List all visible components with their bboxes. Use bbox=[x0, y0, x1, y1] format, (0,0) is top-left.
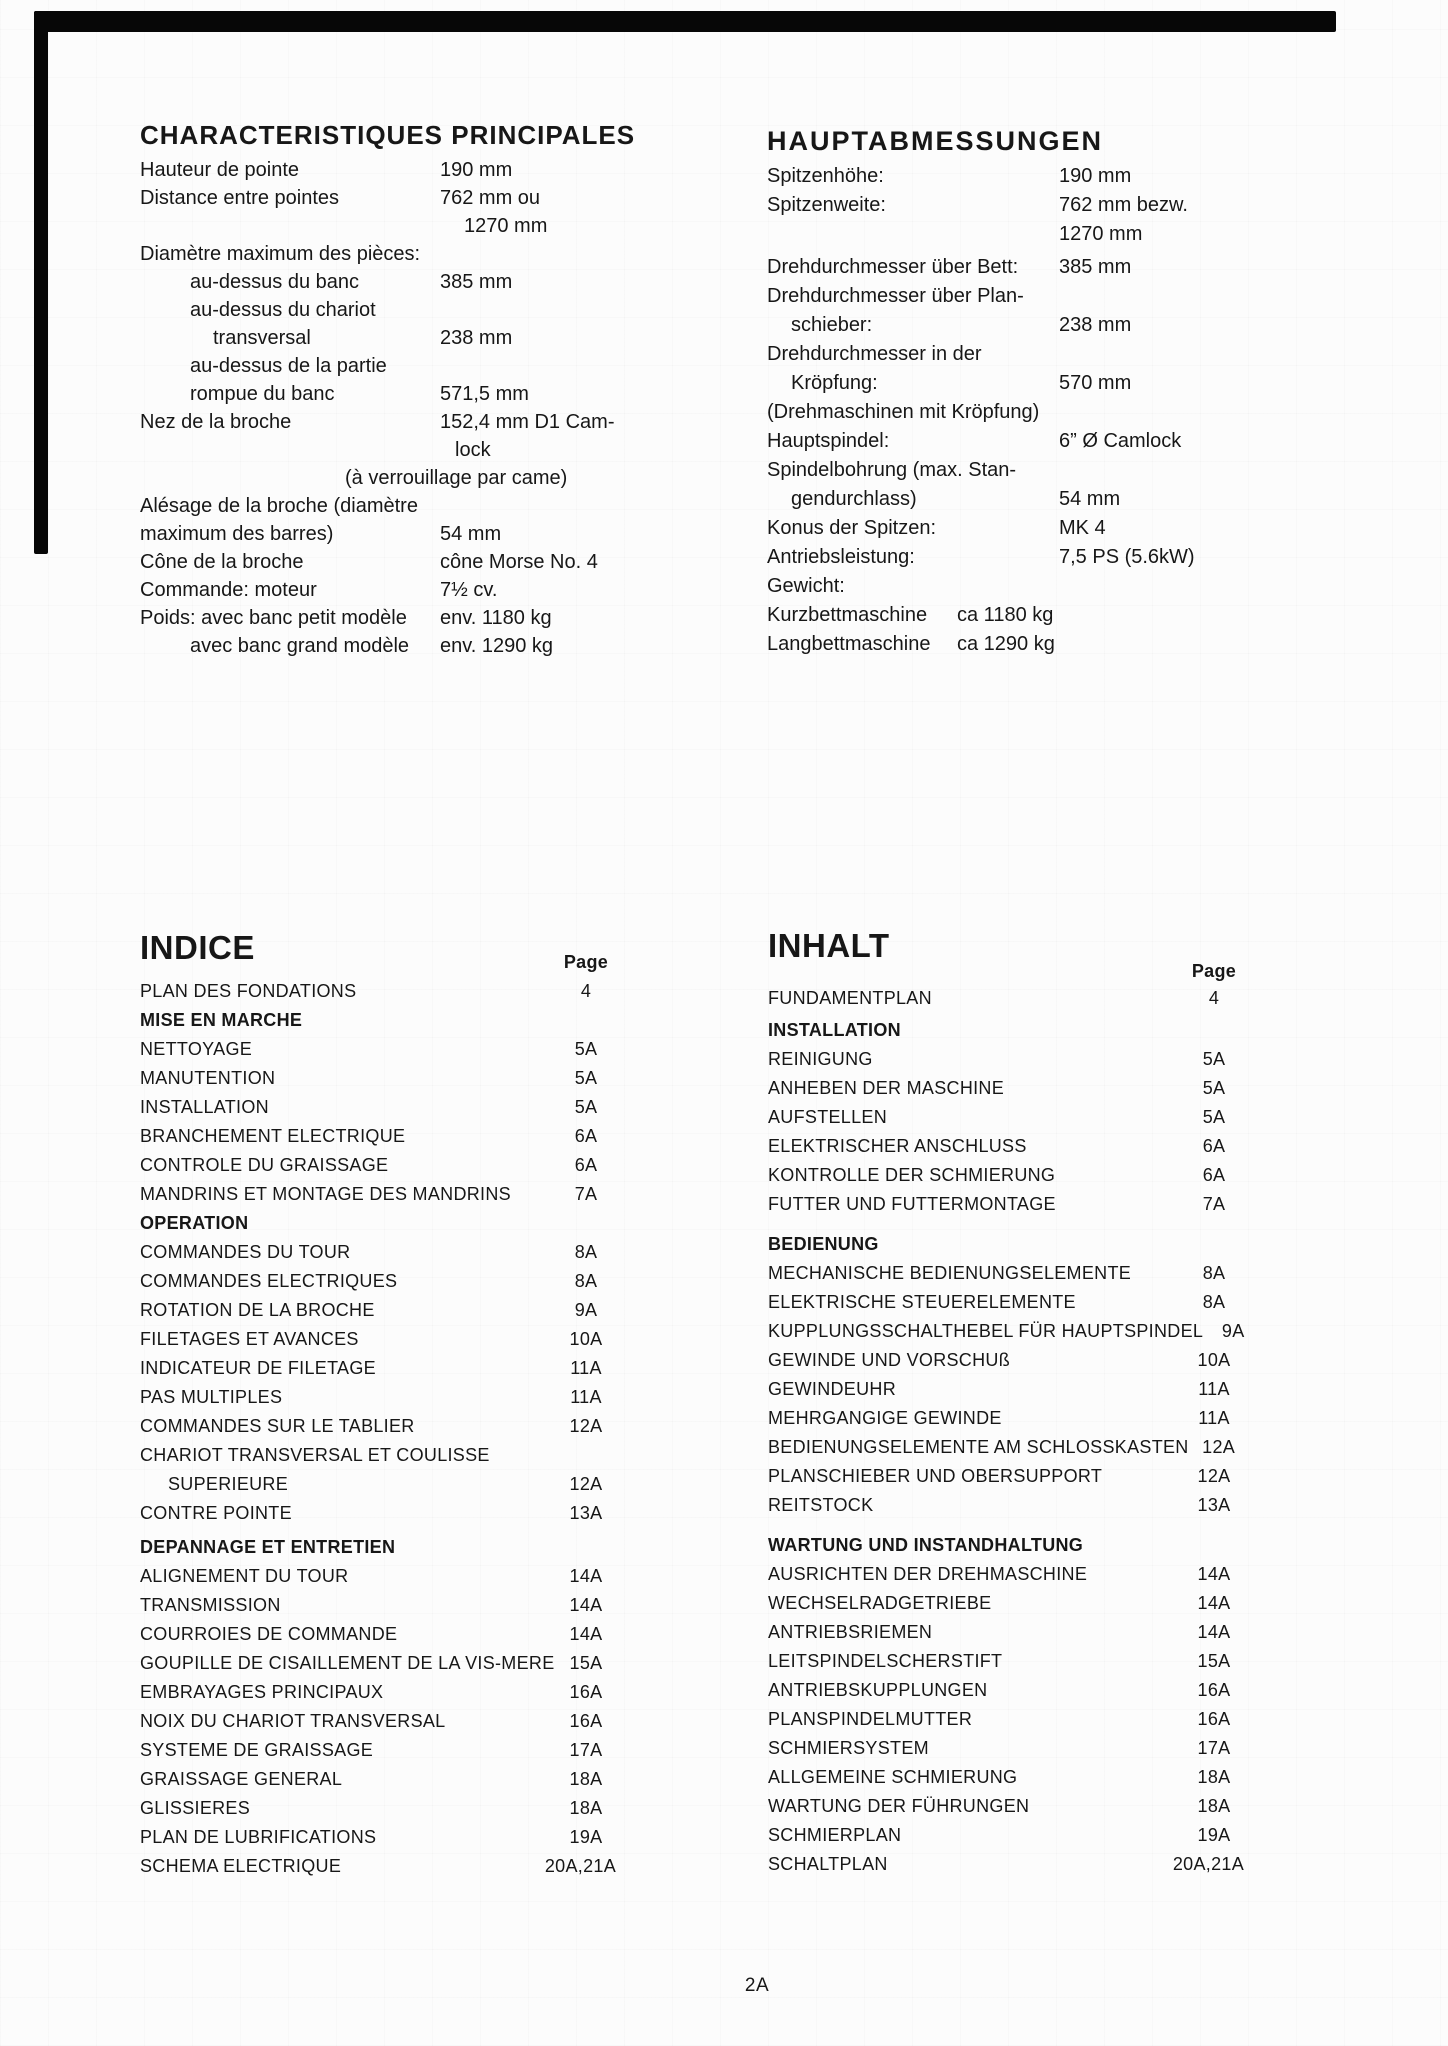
toc-item-page: 12A bbox=[1202, 1437, 1236, 1457]
toc-item-page: 12A bbox=[569, 1474, 603, 1494]
toc-item-label: FUTTER UND FUTTERMONTAGE bbox=[768, 1194, 1056, 1214]
toc-row bbox=[768, 1190, 1244, 1219]
toc-row bbox=[768, 1734, 1244, 1763]
toc-item-page: 19A bbox=[1197, 1825, 1231, 1845]
toc-item-label: GLISSIERES bbox=[140, 1798, 251, 1818]
spec-row bbox=[140, 548, 622, 576]
spec-label: Cône de la broche bbox=[140, 551, 304, 573]
toc-item-label: PAS MULTIPLES bbox=[140, 1387, 283, 1407]
toc-item-page: 17A bbox=[569, 1740, 603, 1760]
spec-label: Distance entre pointes bbox=[140, 187, 340, 209]
toc-item-page: 6A bbox=[1202, 1136, 1226, 1156]
toc-item-page: 14A bbox=[569, 1624, 603, 1644]
spec-value: 1270 mm bbox=[1059, 223, 1143, 245]
toc-row bbox=[140, 1441, 616, 1470]
toc-item-label: BRANCHEMENT ELECTRIQUE bbox=[140, 1126, 406, 1146]
spec-value: 762 mm ou bbox=[440, 187, 541, 209]
toc-row bbox=[768, 1317, 1244, 1346]
spec-label: Hauptspindel: bbox=[767, 430, 890, 452]
toc-row bbox=[140, 1470, 616, 1499]
spec-row bbox=[767, 601, 1255, 630]
toc-row bbox=[768, 1491, 1244, 1520]
toc-item-page bbox=[1184, 1531, 1244, 1560]
toc-item-label: WARTUNG DER FÜHRUNGEN bbox=[768, 1796, 1030, 1816]
toc-item-page: 12A bbox=[1197, 1466, 1231, 1486]
toc-item-page: 15A bbox=[569, 1653, 603, 1673]
toc-item-page: 16A bbox=[1197, 1709, 1231, 1729]
spec-label: schieber: bbox=[791, 314, 873, 336]
spec-label: maximum des barres) bbox=[140, 523, 334, 545]
toc-item-label: CONTRE POINTE bbox=[140, 1503, 292, 1523]
toc-item-page: 18A bbox=[1197, 1796, 1231, 1816]
toc-item-label: SCHMIERSYSTEM bbox=[768, 1738, 929, 1758]
spec-value: 570 mm bbox=[1059, 372, 1132, 394]
spec-row bbox=[767, 282, 1255, 311]
spec-value: 238 mm bbox=[440, 327, 513, 349]
toc-row bbox=[140, 1591, 616, 1620]
spec-row bbox=[767, 514, 1255, 543]
toc-row bbox=[768, 1531, 1244, 1560]
toc-row bbox=[768, 1705, 1244, 1734]
toc-item-label: SCHMIERPLAN bbox=[768, 1825, 902, 1845]
spec-value: 7½ cv. bbox=[440, 579, 498, 601]
toc-item-label: SCHEMA ELECTRIQUE bbox=[140, 1856, 342, 1876]
toc-item-label: GOUPILLE DE CISAILLEMENT DE LA VIS-MERE bbox=[140, 1653, 555, 1673]
toc-item-page: 20A,21A bbox=[1172, 1854, 1244, 1874]
toc-row bbox=[140, 1852, 616, 1881]
toc-item-page: 14A bbox=[1197, 1564, 1231, 1584]
spec-value: 762 mm bezw. bbox=[1059, 194, 1188, 216]
spec-label: au-dessus du chariot bbox=[190, 299, 376, 321]
toc-item-page: 18A bbox=[569, 1769, 603, 1789]
spec-label: Nez de la broche bbox=[140, 411, 292, 433]
spec-value: 238 mm bbox=[1059, 314, 1132, 336]
spec-label: Kröpfung: bbox=[791, 372, 878, 394]
toc-row bbox=[768, 1375, 1244, 1404]
spec-row bbox=[767, 311, 1255, 340]
toc-item-label: INSTALLATION bbox=[140, 1097, 269, 1117]
toc-row bbox=[140, 1122, 616, 1151]
toc-row bbox=[140, 1151, 616, 1180]
toc-row bbox=[768, 1259, 1244, 1288]
toc-item-label: SUPERIEURE bbox=[168, 1474, 289, 1494]
spec-label: Drehdurchmesser über Bett: bbox=[767, 256, 1019, 278]
spec-label: Alésage de la broche (diamètre bbox=[140, 495, 418, 517]
toc-item-page: 8A bbox=[1202, 1292, 1226, 1312]
toc-row bbox=[140, 1383, 616, 1412]
spec-label: Commande: moteur bbox=[140, 579, 317, 601]
toc-item-label: CONTROLE DU GRAISSAGE bbox=[140, 1155, 389, 1175]
spec-value: ca 1290 kg bbox=[957, 633, 1055, 655]
spec-value: 54 mm bbox=[1059, 488, 1121, 510]
toc-item-page: 8A bbox=[574, 1242, 598, 1262]
toc-french-page-header: Page bbox=[563, 952, 609, 972]
toc-row bbox=[768, 1763, 1244, 1792]
toc-item-label: WECHSELRADGETRIEBE bbox=[768, 1593, 992, 1613]
toc-item-label: GEWINDE UND VORSCHUß bbox=[768, 1350, 1011, 1370]
spec-row bbox=[767, 543, 1255, 572]
toc-item-page bbox=[556, 1441, 616, 1470]
spec-label: avec banc grand modèle bbox=[190, 635, 410, 657]
toc-row bbox=[140, 1354, 616, 1383]
spec-row bbox=[140, 296, 622, 324]
toc-item-label: KUPPLUNGSSCHALTHEBEL FÜR HAUPTSPINDEL bbox=[768, 1321, 1204, 1341]
toc-item-label: MISE EN MARCHE bbox=[140, 1010, 303, 1030]
toc-row bbox=[768, 1230, 1244, 1259]
toc-item-label: COURROIES DE COMMANDE bbox=[140, 1624, 398, 1644]
toc-item-page bbox=[556, 1006, 616, 1035]
toc-row bbox=[140, 1006, 616, 1035]
toc-item-label: LEITSPINDELSCHERSTIFT bbox=[768, 1651, 1003, 1671]
toc-item-label: FILETAGES ET AVANCES bbox=[140, 1329, 359, 1349]
toc-item-page: 5A bbox=[1202, 1049, 1226, 1069]
toc-item-page: 5A bbox=[574, 1097, 598, 1117]
toc-item-label: ELEKTRISCHER ANSCHLUSS bbox=[768, 1136, 1027, 1156]
toc-item-label: COMMANDES SUR LE TABLIER bbox=[140, 1416, 415, 1436]
footer-page-number: 2A bbox=[744, 1975, 770, 1996]
toc-item-page: 5A bbox=[1202, 1078, 1226, 1098]
spec-value: 385 mm bbox=[1059, 256, 1132, 278]
spec-value: 571,5 mm bbox=[440, 383, 529, 405]
toc-row bbox=[768, 1676, 1244, 1705]
toc-row bbox=[768, 1433, 1244, 1462]
toc-item-label: FUNDAMENTPLAN bbox=[768, 988, 932, 1008]
toc-item-page: 16A bbox=[569, 1682, 603, 1702]
spec-label: (Drehmaschinen mit Kröpfung) bbox=[767, 401, 1040, 423]
spec-label: Hauteur de pointe bbox=[140, 159, 300, 181]
spec-row bbox=[767, 191, 1255, 220]
toc-item-page: 4 bbox=[1208, 988, 1220, 1008]
spec-row bbox=[767, 340, 1255, 369]
scan-artifact-top-bar bbox=[34, 11, 1336, 32]
toc-row bbox=[768, 1647, 1244, 1676]
toc-item-label: PLAN DE LUBRIFICATIONS bbox=[140, 1827, 377, 1847]
toc-item-label: SYSTEME DE GRAISSAGE bbox=[140, 1740, 374, 1760]
toc-row bbox=[140, 1823, 616, 1852]
toc-item-page: 4 bbox=[580, 981, 592, 1001]
toc-item-page: 11A bbox=[1198, 1408, 1230, 1428]
toc-row bbox=[140, 1412, 616, 1441]
toc-item-label: ANTRIEBSRIEMEN bbox=[768, 1622, 933, 1642]
toc-row bbox=[140, 1649, 616, 1678]
spec-row bbox=[767, 630, 1255, 659]
toc-row bbox=[768, 1132, 1244, 1161]
spec-label: Poids: avec banc petit modèle bbox=[140, 607, 407, 629]
specs-german-title: HAUPTABMESSUNGEN bbox=[767, 126, 1104, 156]
spec-value: 6” Ø Camlock bbox=[1059, 430, 1182, 452]
spec-row bbox=[767, 398, 1255, 427]
spec-value: env. 1180 kg bbox=[440, 607, 552, 629]
toc-row bbox=[768, 1618, 1244, 1647]
toc-item-page: 10A bbox=[1197, 1350, 1231, 1370]
toc-french-section bbox=[140, 931, 616, 1921]
spec-label: Gewicht: bbox=[767, 575, 845, 597]
toc-row bbox=[768, 1074, 1244, 1103]
toc-item-label: NOIX DU CHARIOT TRANSVERSAL bbox=[140, 1711, 446, 1731]
toc-row bbox=[140, 1093, 616, 1122]
toc-row bbox=[768, 1016, 1244, 1045]
specs-french-section bbox=[140, 120, 636, 660]
spec-value: 190 mm bbox=[440, 159, 513, 181]
spec-label: Spitzenhöhe: bbox=[767, 165, 884, 187]
toc-item-page: 15A bbox=[1197, 1651, 1231, 1671]
spec-row bbox=[140, 492, 622, 520]
toc-item-label: AUFSTELLEN bbox=[768, 1107, 888, 1127]
toc-item-page: 18A bbox=[1197, 1767, 1231, 1787]
toc-item-page: 11A bbox=[1198, 1379, 1230, 1399]
toc-item-page bbox=[556, 1533, 616, 1562]
toc-item-page: 6A bbox=[574, 1155, 598, 1175]
toc-item-page: 17A bbox=[1197, 1738, 1231, 1758]
toc-item-page: 16A bbox=[569, 1711, 603, 1731]
toc-german-page-header: Page bbox=[1191, 961, 1237, 981]
toc-row bbox=[768, 1288, 1244, 1317]
toc-row bbox=[140, 1765, 616, 1794]
spec-row bbox=[140, 268, 622, 296]
toc-row bbox=[140, 1678, 616, 1707]
toc-row bbox=[140, 1707, 616, 1736]
spec-row bbox=[140, 212, 622, 240]
spec-label: Drehdurchmesser über Plan- bbox=[767, 285, 1024, 307]
spec-value: 152,4 mm D1 Cam- bbox=[440, 411, 615, 433]
toc-item-page: 14A bbox=[569, 1566, 603, 1586]
toc-row bbox=[768, 1404, 1244, 1433]
toc-item-page: 14A bbox=[1197, 1593, 1231, 1613]
toc-item-page: 12A bbox=[569, 1416, 603, 1436]
specs-french-rows bbox=[140, 156, 622, 660]
toc-item-page: 13A bbox=[569, 1503, 603, 1523]
toc-item-label: PLANSPINDELMUTTER bbox=[768, 1709, 973, 1729]
toc-item-page: 6A bbox=[1202, 1165, 1226, 1185]
toc-item-label: ANHEBEN DER MASCHINE bbox=[768, 1078, 1005, 1098]
toc-item-label: COMMANDES ELECTRIQUES bbox=[140, 1271, 398, 1291]
scan-artifact-left-bar bbox=[34, 11, 48, 554]
toc-item-label: PLAN DES FONDATIONS bbox=[140, 981, 357, 1001]
spec-row bbox=[767, 369, 1255, 398]
spec-row bbox=[140, 408, 622, 436]
spec-row bbox=[140, 324, 622, 352]
toc-row bbox=[140, 1035, 616, 1064]
spec-row bbox=[140, 240, 622, 268]
spec-row bbox=[140, 352, 622, 380]
toc-item-label: INDICATEUR DE FILETAGE bbox=[140, 1358, 376, 1378]
toc-item-label: MEHRGANGIGE GEWINDE bbox=[768, 1408, 1002, 1428]
toc-item-page: 8A bbox=[1202, 1263, 1226, 1283]
toc-row bbox=[768, 1560, 1244, 1589]
toc-row bbox=[140, 1296, 616, 1325]
toc-item-page: 9A bbox=[1221, 1321, 1245, 1341]
toc-item-page bbox=[1184, 1230, 1244, 1259]
toc-item-label: AUSRICHTEN DER DREHMASCHINE bbox=[768, 1564, 1088, 1584]
spec-label: rompue du banc bbox=[190, 383, 335, 405]
toc-row bbox=[140, 1180, 616, 1209]
spec-label: gendurchlass) bbox=[791, 488, 917, 510]
toc-item-label: SCHALTPLAN bbox=[768, 1854, 888, 1874]
spec-row bbox=[767, 485, 1255, 514]
toc-item-label: TRANSMISSION bbox=[140, 1595, 281, 1615]
toc-item-page: 6A bbox=[574, 1126, 598, 1146]
spec-value: 54 mm bbox=[440, 523, 502, 545]
toc-row bbox=[768, 1161, 1244, 1190]
toc-item-page: 13A bbox=[1197, 1495, 1231, 1515]
spec-label: Spitzenweite: bbox=[767, 194, 886, 216]
toc-row bbox=[140, 1267, 616, 1296]
toc-item-page: 5A bbox=[1202, 1107, 1226, 1127]
toc-item-page: 5A bbox=[574, 1068, 598, 1088]
toc-row bbox=[140, 1620, 616, 1649]
toc-row bbox=[140, 1533, 616, 1562]
spec-label: Antriebsleistung: bbox=[767, 546, 915, 568]
toc-item-label: MANUTENTION bbox=[140, 1068, 276, 1088]
toc-row bbox=[140, 1325, 616, 1354]
toc-item-page: 14A bbox=[569, 1595, 603, 1615]
toc-item-label: MECHANISCHE BEDIENUNGSELEMENTE bbox=[768, 1263, 1132, 1283]
toc-row bbox=[140, 1794, 616, 1823]
toc-row bbox=[768, 984, 1244, 1013]
spec-row bbox=[767, 253, 1255, 282]
toc-row bbox=[768, 1792, 1244, 1821]
spec-row bbox=[767, 572, 1255, 601]
toc-item-page: 14A bbox=[1197, 1622, 1231, 1642]
spec-row bbox=[767, 427, 1255, 456]
spec-value: 7,5 PS (5.6kW) bbox=[1059, 546, 1195, 568]
toc-item-label: GRAISSAGE GENERAL bbox=[140, 1769, 343, 1789]
spec-row bbox=[140, 464, 622, 492]
specs-german-rows bbox=[767, 162, 1255, 659]
specs-german-section bbox=[767, 126, 1255, 659]
toc-item-page: 11A bbox=[570, 1358, 602, 1378]
toc-german-rows bbox=[768, 984, 1244, 1879]
toc-item-label: EMBRAYAGES PRINCIPAUX bbox=[140, 1682, 384, 1702]
toc-row bbox=[140, 1499, 616, 1528]
toc-item-page: 11A bbox=[570, 1387, 602, 1407]
spec-row bbox=[140, 184, 622, 212]
toc-item-label: PLANSCHIEBER UND OBERSUPPORT bbox=[768, 1466, 1103, 1486]
spec-label: Kurzbettmaschine bbox=[767, 604, 928, 626]
spec-value: ca 1180 kg bbox=[957, 604, 1054, 626]
spec-value: lock bbox=[455, 439, 491, 461]
toc-item-page: 7A bbox=[1202, 1194, 1226, 1214]
toc-french-rows bbox=[140, 977, 616, 1881]
toc-item-label: CHARIOT TRANSVERSAL ET COULISSE bbox=[140, 1445, 490, 1465]
toc-row bbox=[140, 1736, 616, 1765]
spec-value: 190 mm bbox=[1059, 165, 1132, 187]
toc-item-page bbox=[1184, 1016, 1244, 1045]
toc-item-page: 16A bbox=[1197, 1680, 1231, 1700]
toc-item-page: 7A bbox=[574, 1184, 598, 1204]
spec-label: Langbettmaschine bbox=[767, 633, 931, 655]
toc-row bbox=[768, 1045, 1244, 1074]
toc-german-section bbox=[768, 929, 1244, 1919]
spec-label: transversal bbox=[213, 327, 311, 349]
toc-item-label: REINIGUNG bbox=[768, 1049, 873, 1069]
toc-item-label: COMMANDES DU TOUR bbox=[140, 1242, 351, 1262]
spec-row bbox=[767, 162, 1255, 191]
toc-item-page: 9A bbox=[574, 1300, 598, 1320]
toc-row bbox=[768, 1850, 1244, 1879]
toc-item-page: 19A bbox=[569, 1827, 603, 1847]
spec-row bbox=[140, 604, 622, 632]
toc-item-label: ALLGEMEINE SCHMIERUNG bbox=[768, 1767, 1018, 1787]
spec-value: env. 1290 kg bbox=[440, 635, 554, 657]
spec-row bbox=[140, 576, 622, 604]
spec-label: Konus der Spitzen: bbox=[767, 517, 936, 539]
spec-row bbox=[140, 632, 622, 660]
toc-row bbox=[140, 1064, 616, 1093]
toc-row bbox=[140, 1209, 616, 1238]
toc-item-label: GEWINDEUHR bbox=[768, 1379, 896, 1399]
spec-row bbox=[140, 380, 622, 408]
toc-row bbox=[140, 977, 616, 1006]
toc-item-label: ALIGNEMENT DU TOUR bbox=[140, 1566, 349, 1586]
toc-item-page: 8A bbox=[574, 1271, 598, 1291]
toc-item-label: NETTOYAGE bbox=[140, 1039, 253, 1059]
toc-item-label: REITSTOCK bbox=[768, 1495, 874, 1515]
toc-row bbox=[768, 1103, 1244, 1132]
spec-row bbox=[140, 436, 622, 464]
toc-french-title: INDICE bbox=[140, 929, 255, 966]
spec-label: Spindelbohrung (max. Stan- bbox=[767, 459, 1017, 481]
toc-item-page: 18A bbox=[569, 1798, 603, 1818]
spec-row bbox=[140, 156, 622, 184]
toc-item-label: DEPANNAGE ET ENTRETIEN bbox=[140, 1537, 396, 1557]
toc-row bbox=[140, 1238, 616, 1267]
spec-label: Diamètre maximum des pièces: bbox=[140, 243, 421, 265]
spec-label: Drehdurchmesser in der bbox=[767, 343, 982, 365]
spec-value: 1270 mm bbox=[464, 215, 548, 237]
toc-row bbox=[768, 1346, 1244, 1375]
toc-item-label: OPERATION bbox=[140, 1213, 249, 1233]
spec-label: (à verrouillage par came) bbox=[345, 467, 568, 489]
spec-label: au-dessus de la partie bbox=[190, 355, 387, 377]
toc-row bbox=[768, 1462, 1244, 1491]
toc-item-label: ELEKTRISCHE STEUERELEMENTE bbox=[768, 1292, 1076, 1312]
toc-item-label: MANDRINS ET MONTAGE DES MANDRINS bbox=[140, 1184, 511, 1204]
toc-german-title: INHALT bbox=[768, 927, 890, 964]
spec-value: MK 4 bbox=[1059, 517, 1106, 539]
toc-item-label: KONTROLLE DER SCHMIERUNG bbox=[768, 1165, 1056, 1185]
spec-label: au-dessus du banc bbox=[190, 271, 360, 293]
spec-row bbox=[767, 456, 1255, 485]
spec-row bbox=[140, 520, 622, 548]
toc-item-page: 20A,21A bbox=[544, 1856, 616, 1876]
toc-item-label: INSTALLATION bbox=[768, 1020, 901, 1040]
spec-value: 385 mm bbox=[440, 271, 513, 293]
toc-item-page: 5A bbox=[574, 1039, 598, 1059]
specs-french-title: CHARACTERISTIQUES PRINCIPALES bbox=[140, 120, 636, 150]
toc-item-label: BEDIENUNG bbox=[768, 1234, 879, 1254]
toc-item-label: BEDIENUNGSELEMENTE AM SCHLOSSKASTEN bbox=[768, 1437, 1189, 1457]
toc-row bbox=[768, 1821, 1244, 1850]
toc-item-label: ANTRIEBSKUPPLUNGEN bbox=[768, 1680, 988, 1700]
toc-row bbox=[140, 1562, 616, 1591]
toc-item-page: 10A bbox=[569, 1329, 603, 1349]
spec-row bbox=[767, 220, 1255, 249]
toc-item-label: ROTATION DE LA BROCHE bbox=[140, 1300, 375, 1320]
spec-value: cône Morse No. 4 bbox=[440, 551, 598, 573]
toc-item-label: WARTUNG UND INSTANDHALTUNG bbox=[768, 1535, 1084, 1555]
toc-item-page bbox=[556, 1209, 616, 1238]
toc-row bbox=[768, 1589, 1244, 1618]
